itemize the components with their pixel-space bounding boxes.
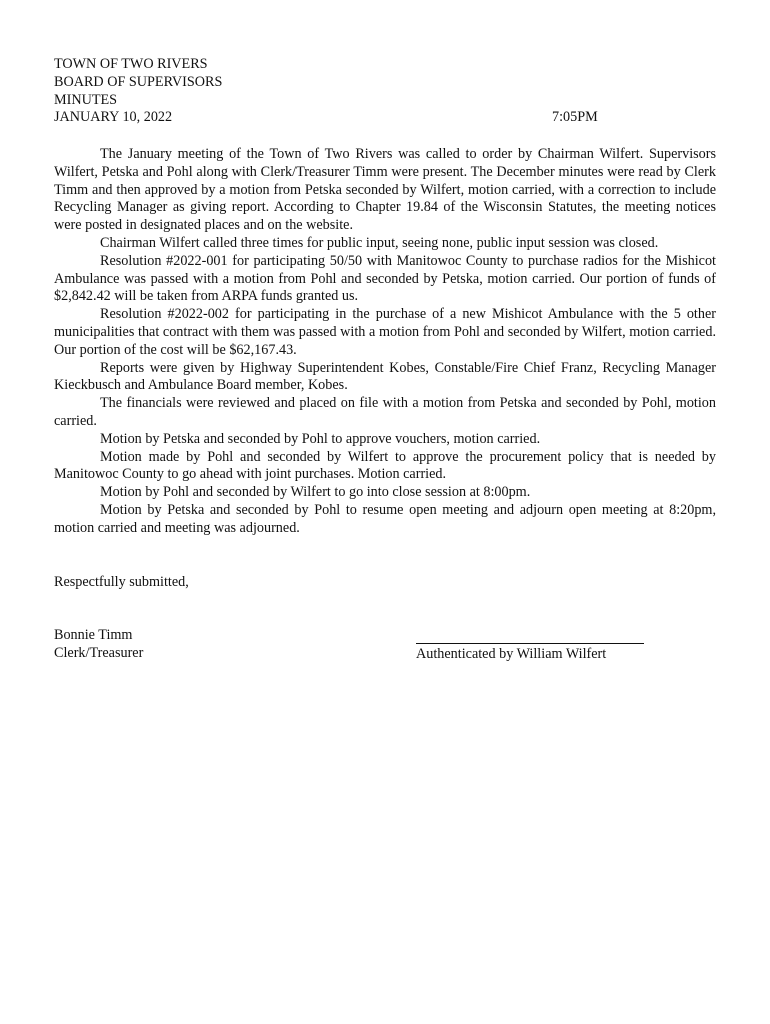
meeting-time: 7:05PM [552, 109, 598, 126]
closing-text: Respectfully submitted, [54, 574, 189, 590]
board-name: BOARD OF SUPERVISORS [54, 73, 223, 90]
paragraph-reports: Reports were given by Highway Superintendent Kobes, Constable/Fire Chief Franz, Recycling Manager Kieckbusch and Ambulance Board member, Kobes. [54, 359, 716, 394]
paragraph-close-session: Motion by Pohl and seconded by Wilfert to go into close session at 8:00pm. [100, 484, 531, 501]
authentication-text: Authenticated by William Wilfert [416, 645, 607, 662]
document-header [54, 56, 716, 127]
paragraph-resolution-001: Resolution #2022-001 for participating 50/50 with Manitowoc County to purchase radios for the Mishicot Ambulance was passed with a motion from Pohl and seconded by Petska, motion carried. Our portion of funds of $2,842.42 will be taken from ARPA funds granted us. [54, 252, 716, 305]
signer-block [54, 627, 143, 663]
paragraph-adjourn: Motion by Petska and seconded by Pohl to resume open meeting and adjourn open meeting at 8:20pm, motion carried and meeting was adjourned. [54, 501, 716, 536]
signer-title: Clerk/Treasurer [54, 644, 144, 661]
paragraph-financials: The financials were reviewed and placed on file with a motion from Petska and seconded by Pohl, motion carried. [54, 395, 716, 429]
signature-line [416, 627, 644, 644]
authentication-block [416, 627, 646, 664]
signer-name: Bonnie Timm [54, 627, 133, 643]
paragraph-vouchers: Motion by Petska and seconded by Pohl to approve vouchers, motion carried. [100, 430, 541, 447]
meeting-date: JANUARY 10, 2022 [54, 109, 173, 126]
paragraph-public-input: Chairman Wilfert called three times for public input, seeing none, public input session was closed. [100, 234, 659, 251]
minutes-body [54, 146, 716, 538]
paragraph-resolution-002: Resolution #2022-002 for participating in the purchase of a new Mishicot Ambulance with the 5 other municipalities that contract with them was passed with a motion from Pohl and seconded by Wilfert, motion carried. Our portion of the cost will be $62,167.43. [54, 306, 716, 358]
paragraph-procurement: Motion made by Pohl and seconded by Wilfert to approve the procurement policy that is needed by Manitowoc County to go ahead with joint purchases. Motion carried. [54, 448, 716, 483]
paragraph-call-to-order: The January meeting of the Town of Two Rivers was called to order by Chairman Wilfert. Supervisors Wilfert, Petska and Pohl along with Clerk/Treasurer Timm were present. The December minutes were read by Clerk Timm and then approved by a motion from Petska seconded by Wilfert, motion carried, with a correction to include Recycling Manager as giving report. According to Chapter 19.84 of the Wisconsin Statutes, the meeting notices were posted in designated places and on the website. [54, 146, 716, 234]
document-type: MINUTES [54, 91, 118, 108]
date-line [54, 109, 716, 127]
town-name: TOWN OF TWO RIVERS [54, 56, 208, 72]
